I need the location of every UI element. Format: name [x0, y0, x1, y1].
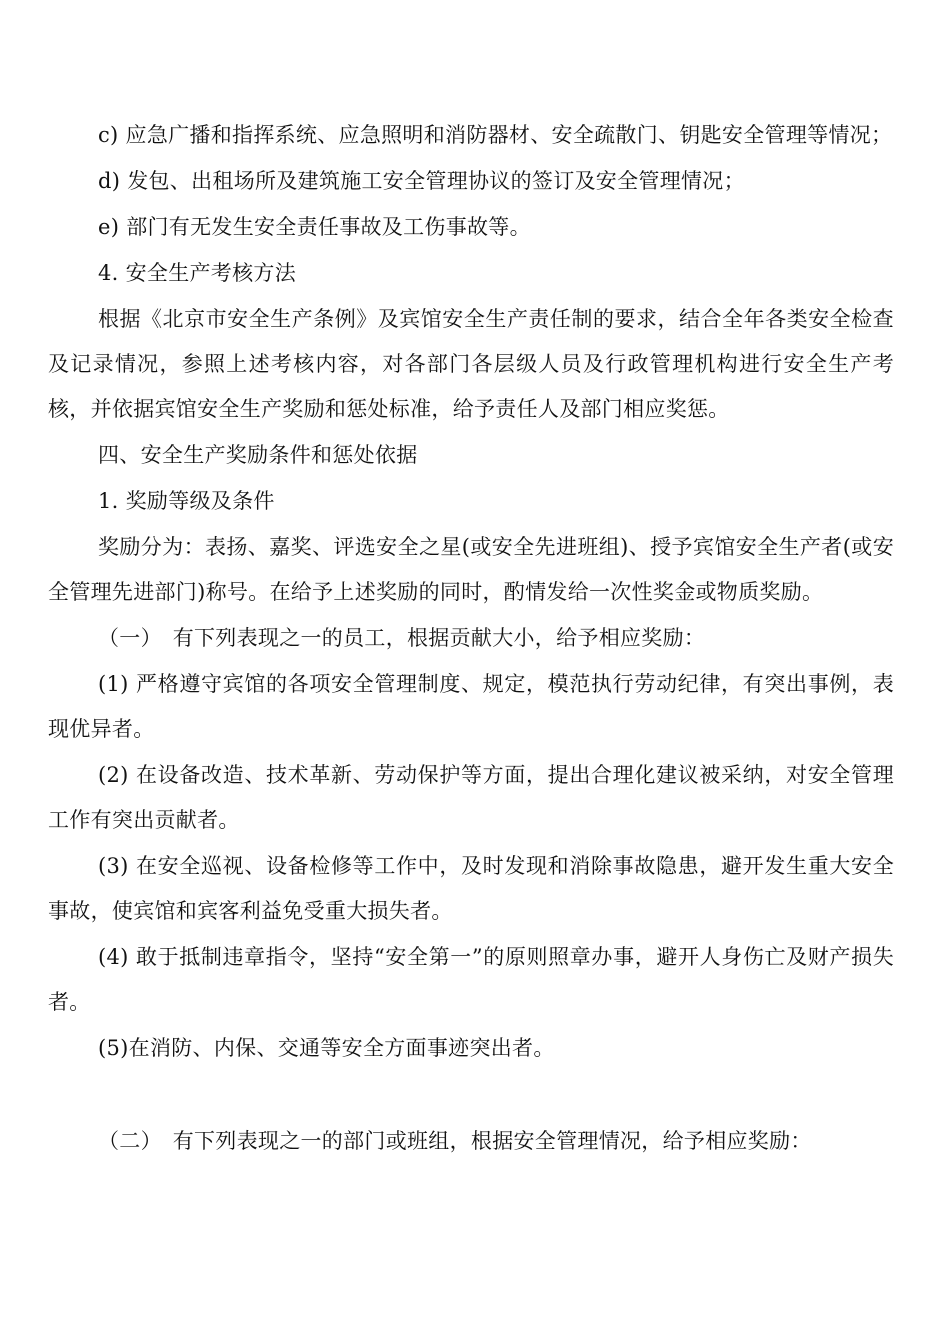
list-item-1: (1) 严格遵守宾馆的各项安全管理制度、规定，模范执行劳动纪律，有突出事例，表现优异者。 — [48, 672, 894, 741]
paragraph-assessment-method: 根据《北京市安全生产条例》及宾馆安全生产责任制的要求，结合全年各类安全检查及记录情况，参照上述考核内容，对各部门各层级人员及行政管理机构进行安全生产考核，并依据宾馆安全生产奖励和惩处标准，给予责任人及部门相应奖惩。 — [48, 307, 894, 421]
subheading-reward-levels: 1. 奖励等级及条件 — [98, 489, 275, 513]
blank-line — [48, 1072, 894, 1119]
paragraph-reward-types: 奖励分为：表扬、嘉奖、评选安全之星(或安全先进班组)、授予宾馆安全生产者(或安全管理先进部门)称号。在给予上述奖励的同时，酌情发给一次性奖金或物质奖励。 — [48, 535, 894, 604]
paragraph-item-c: c) 应急广播和指挥系统、应急照明和消防器材、安全疏散门、钥匙安全管理等情况； — [98, 123, 893, 147]
list-item-4: (4) 敢于抵制违章指令，坚持“安全第一”的原则照章办事，避开人身伤亡及财产损失者。 — [48, 945, 894, 1014]
document-page — [48, 113, 894, 1165]
section-heading-assessment-method: 4. 安全生产考核方法 — [98, 261, 297, 285]
section-heading-reward-punishment: 四、安全生产奖励条件和惩处依据 — [98, 443, 418, 467]
clause-heading-departments: （二） 有下列表现之一的部门或班组，根据安全管理情况，给予相应奖励： — [98, 1129, 812, 1153]
clause-heading-employees: （一） 有下列表现之一的员工，根据贡献大小，给予相应奖励： — [98, 626, 706, 650]
list-item-3: (3) 在安全巡视、设备检修等工作中，及时发现和消除事故隐患，避开发生重大安全事故，使宾馆和宾客利益免受重大损失者。 — [48, 854, 894, 923]
list-item-5: (5)在消防、内保、交通等安全方面事迹突出者。 — [98, 1036, 555, 1060]
paragraph-item-e: e) 部门有无发生安全责任事故及工伤事故等。 — [98, 215, 531, 239]
paragraph-item-d: d) 发包、出租场所及建筑施工安全管理协议的签订及安全管理情况； — [98, 169, 745, 193]
list-item-2: (2) 在设备改造、技术革新、劳动保护等方面，提出合理化建议被采纳，对安全管理工作有突出贡献者。 — [48, 763, 894, 832]
